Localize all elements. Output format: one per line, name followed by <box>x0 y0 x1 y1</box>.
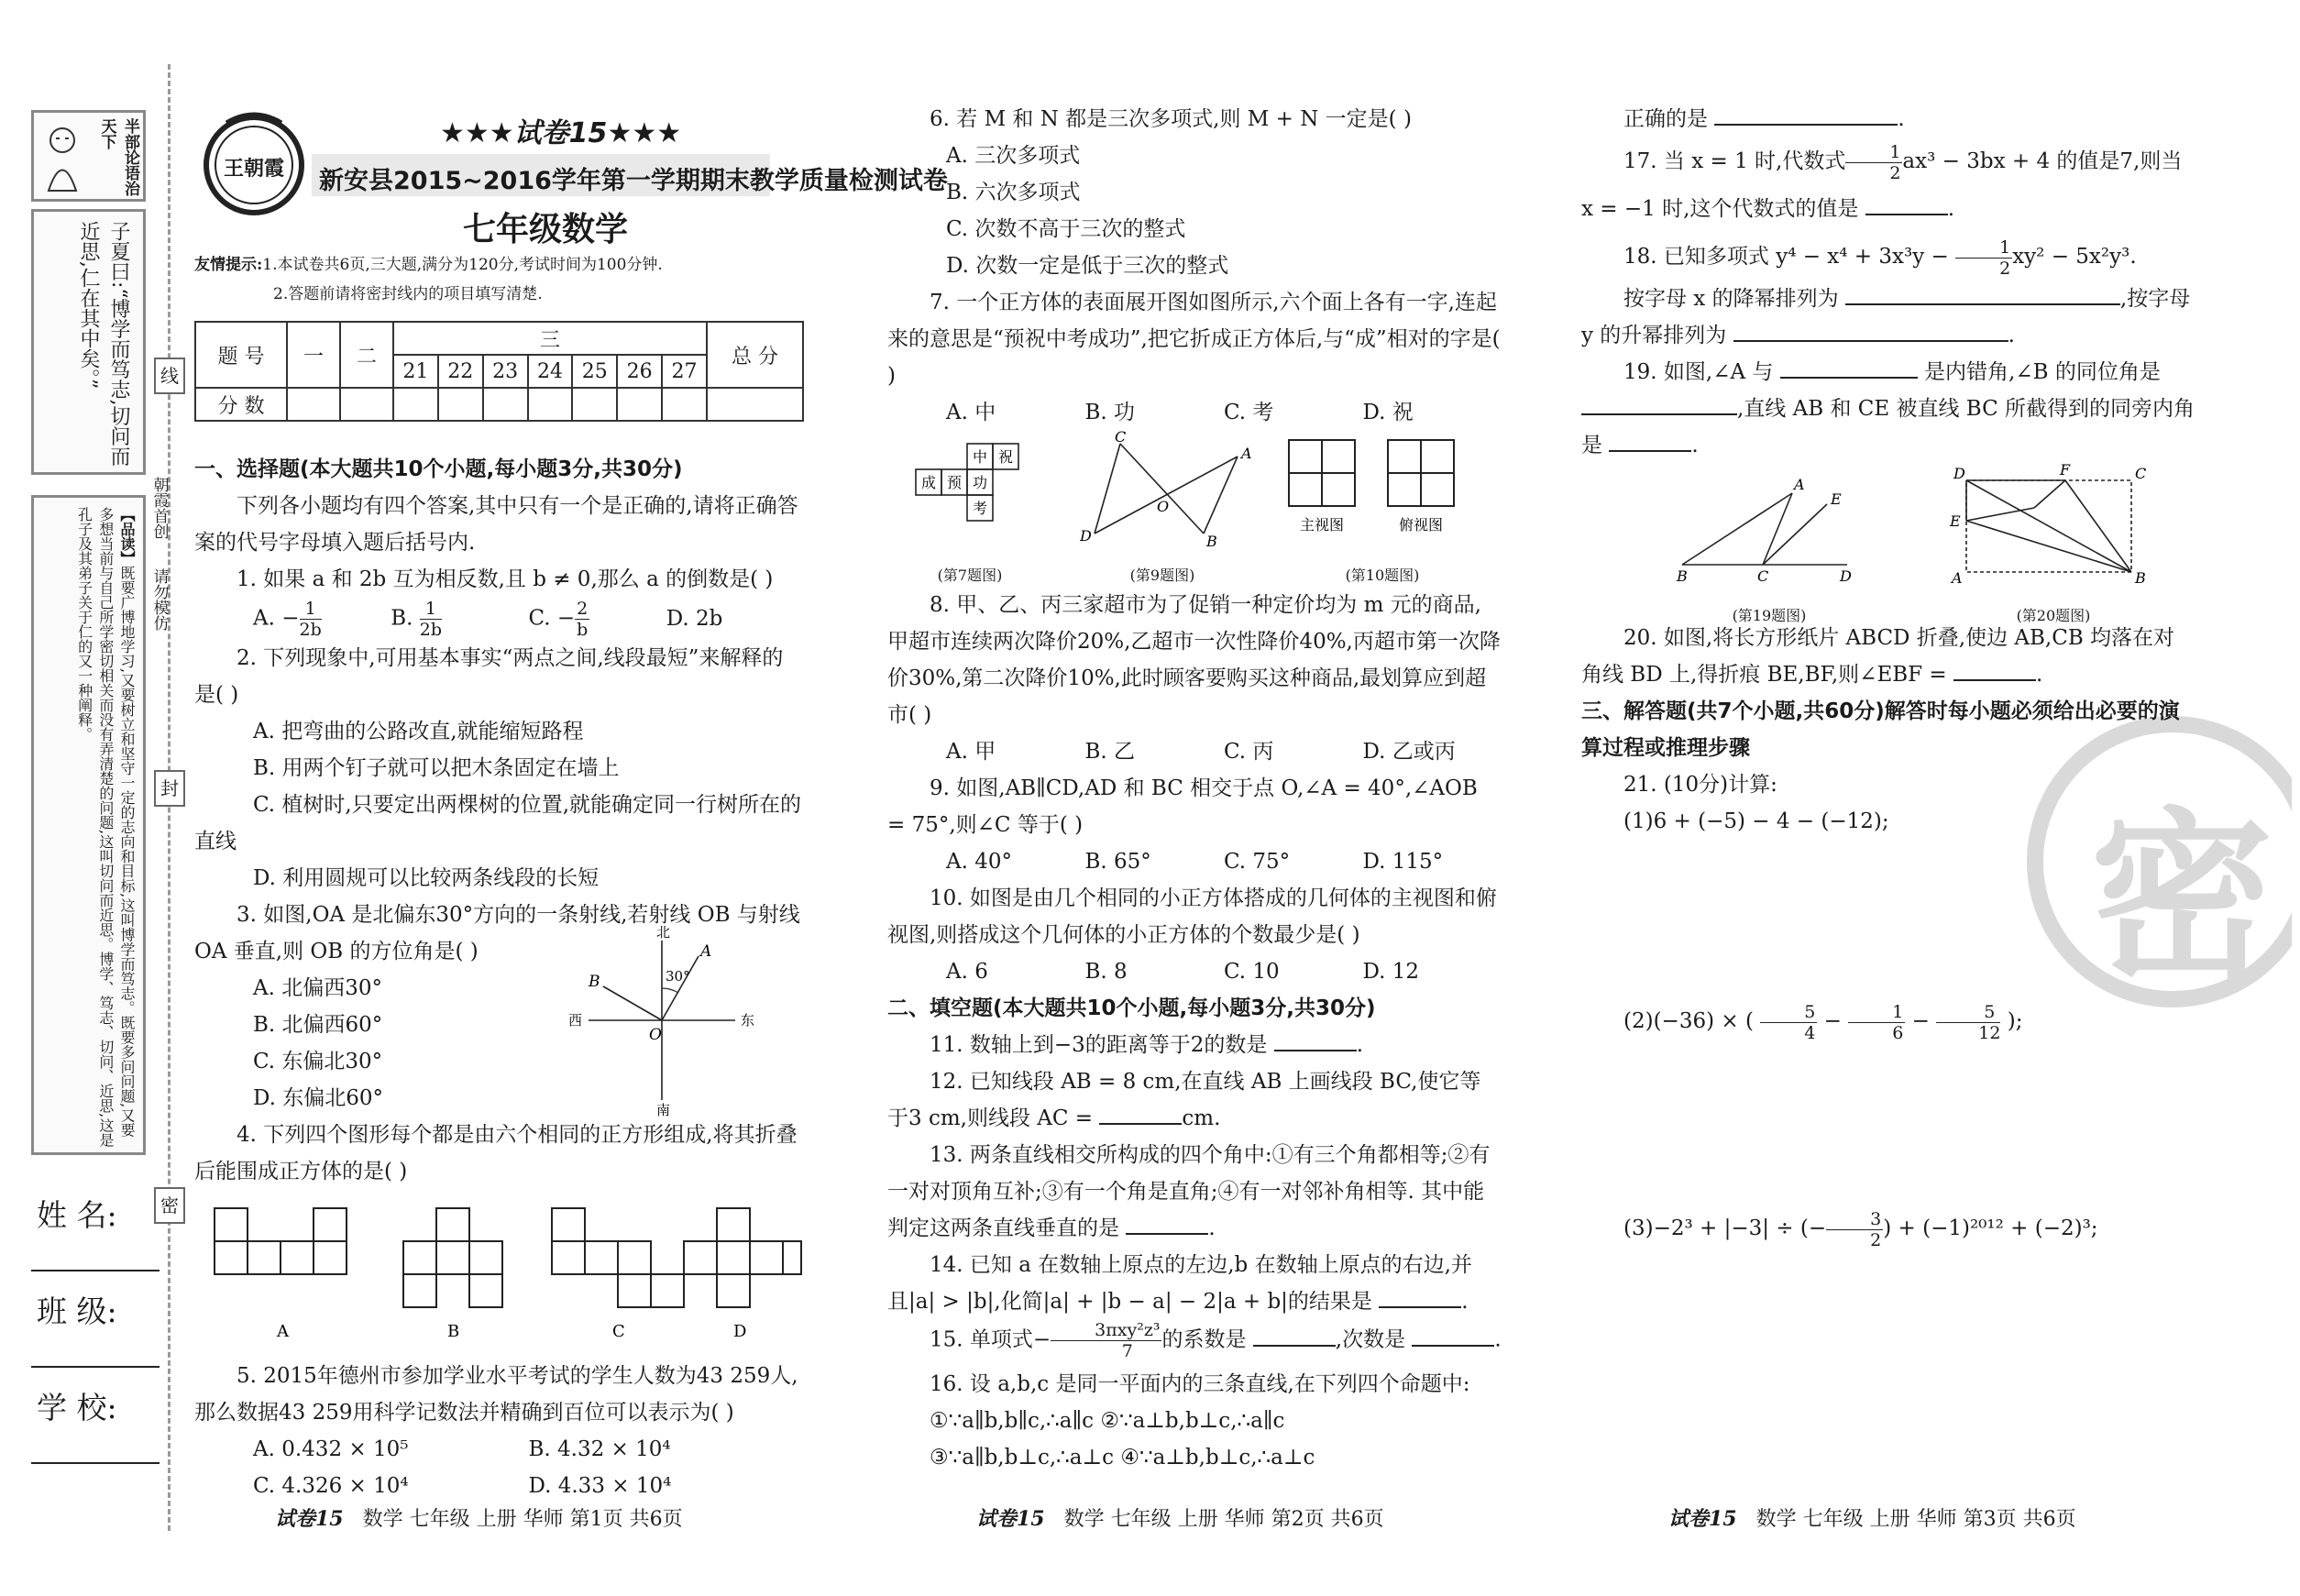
fig10-views <box>1282 436 1483 537</box>
q5-stem: 5. 2015年德州市参加学业水平考试的学生人数为43 259人,那么数据43 259用科学记数法并精确到百位可以表示为( ) <box>194 1364 798 1425</box>
watermark-char: 密 <box>2090 790 2274 1006</box>
q19-blank-2[interactable] <box>1581 391 1737 415</box>
footer-3-name: 试卷15 <box>1668 1507 1737 1531</box>
logo-text: 王朝霞 <box>223 157 284 181</box>
q20-answer-blank[interactable] <box>1953 657 2036 681</box>
fig20-figure <box>1948 464 2150 592</box>
q19-blank-3[interactable] <box>1609 428 1691 452</box>
seal-secret-mark: 密 <box>154 1187 185 1224</box>
fig7-yu: 预 <box>947 474 963 491</box>
q10-stem: 10. 如图是由几个相同的小正方体搭成的几何体的主视图和俯视图,则搭成这个几何体的小正方体的个数最少是( ) <box>887 886 1497 947</box>
fig9-a: A <box>1241 445 1252 462</box>
q15-prefix: 15. 单项式− <box>930 1327 1051 1352</box>
fig10-top-label: 俯视图 <box>1399 516 1444 534</box>
tip-line-1 <box>194 251 663 274</box>
fig19-caption: (第19题图) <box>1732 607 1807 624</box>
q1-a-den: 2b <box>299 619 322 640</box>
q2-stem: 2. 下列现象中,可用基本事实“两点之间,线段最短”来解释的是( ) <box>194 646 784 707</box>
q3-option-d: D. 东偏北60° <box>253 1086 384 1110</box>
score-cell[interactable] <box>287 388 340 421</box>
fig7-zhu: 祝 <box>998 448 1014 466</box>
school-label: 学 校: <box>37 1390 117 1425</box>
footer-page-3 <box>1668 1503 2076 1532</box>
q16-stem: 16. 设 a,b,c 是同一平面内的三条直线,在下列四个命题中: <box>930 1372 1470 1396</box>
q1-option-a <box>253 599 391 640</box>
q11: 11. 数轴上到−3的距离等于2的数是 . <box>887 1027 1502 1063</box>
q4-label-c: C <box>612 1322 625 1341</box>
score-qnum-label: 题 号 <box>195 322 287 388</box>
q8-option-c: C. 丙 <box>1224 740 1274 764</box>
q4-nets-figure <box>194 1190 804 1346</box>
q5-option-c: C. 4.326 × 10⁴ <box>253 1474 409 1498</box>
commentary-box <box>31 495 146 1155</box>
fig20-caption: (第20题图) <box>2016 607 2091 624</box>
q21-2-prefix: (2)(−36) × ( <box>1623 1009 1754 1033</box>
motto-text: 半部论语治天下 <box>97 118 139 196</box>
q3-option-c: C. 东偏北30° <box>253 1050 383 1073</box>
q18-orderings: 按字母 x 的降幂排列为 ,按字母 y 的升幂排列为 . <box>1581 281 2195 354</box>
column-1 <box>194 451 804 1504</box>
seal-seal-mark: 封 <box>154 770 185 807</box>
score-sub-21: 21 <box>393 355 438 388</box>
q13-answer-blank[interactable] <box>1126 1211 1208 1235</box>
fig7-net <box>910 442 1029 534</box>
q1-a-num: 1 <box>300 599 322 620</box>
q15-num: 3πxy²z³ <box>1051 1320 1161 1341</box>
q9-option-c: C. 75° <box>1224 850 1291 874</box>
q1-b-label: B. <box>391 606 413 630</box>
q2-option-b: B. 用两个钉子就可以把木条固定在墙上 <box>253 756 620 780</box>
figures-19-20 <box>1581 464 2195 624</box>
section-3-heading: 三、解答题(共7个小题,共60分)解答时每小题必须给出必要的演算过程或推理步骤 <box>1581 699 2180 760</box>
q18 <box>1581 233 2195 281</box>
q3-south: 南 <box>656 1102 671 1117</box>
q15-den: 7 <box>1121 1341 1133 1361</box>
q13: 13. 两条直线相交所构成的四个角中:①有三个角都相等;②有一对对顶角互补;③有一个角是直角;④有一对邻补角相等. 其中能判定这两条直线垂直的是 . <box>887 1143 1491 1240</box>
score-score-label: 分 数 <box>195 388 287 421</box>
q10-option-d: D. 12 <box>1362 960 1420 984</box>
section-2-heading: 二、填空题(本大题共10个小题,每小题3分,共30分) <box>887 996 1376 1020</box>
q3-east: 东 <box>741 1012 755 1029</box>
q8-stem: 8. 甲、乙、丙三家超市为了促销一种定价均为 m 元的商品,甲超市连续两次降价20%,乙超市一次性降价40%,丙超市第一次降价30%,第二次降价10%,此时顾客要购买这种商品,最划算应到超市( ) <box>887 593 1501 727</box>
q21-2-f2-den: 6 <box>1892 1022 1904 1043</box>
q7-option-c: C. 考 <box>1224 401 1274 424</box>
q1-stem: 1. 如果 a 和 2b 互为相反数,且 b ≠ 0,那么 a 的倒数是( ) <box>237 567 774 591</box>
commentary-text <box>73 507 138 1149</box>
fig9-caption: (第9题图) <box>1129 567 1195 584</box>
tip-line-2: 2.答题前请将密封线内的项目填写清楚. <box>273 285 543 303</box>
subject-title: 七年级数学 <box>463 211 629 248</box>
q18-x-desc-text: 按字母 x 的降幂排列为 <box>1623 287 1839 311</box>
q9-option-a: A. 40° <box>946 850 1012 874</box>
q21-3-prefix: (3)−2³ + |−3| ÷ (− <box>1623 1216 1827 1240</box>
q5-option-a: A. 0.432 × 10⁵ <box>253 1437 409 1461</box>
q15-mid: 的系数是 <box>1161 1327 1247 1352</box>
q15-coef-blank[interactable] <box>1253 1323 1336 1347</box>
q19: 19. 如图,∠A 与 是内错角,∠B 的同位角是 ,直线 AB 和 CE 被直线 BC 所截得到的同旁内角是 . <box>1581 354 2195 464</box>
q17: 17. 当 x = 1 时,代数式 $\frac{1}{2}$ ax³ − 3bx + 4 的值是7,则当 x = −1 时,这个代数式的值是 . <box>1581 141 2183 221</box>
score-cell[interactable] <box>707 388 803 421</box>
fig19-d: D <box>1840 567 1852 583</box>
q8-option-d: D. 乙或丙 <box>1362 740 1456 764</box>
q10-option-b: B. 8 <box>1084 960 1128 984</box>
score-sub-27: 27 <box>662 355 707 388</box>
q18-y-asc-text: ,按字母 y 的升幂排列为 <box>1581 287 2191 347</box>
fig9-d: D <box>1080 527 1092 545</box>
q1-c-label: C. − <box>528 606 576 630</box>
footer-1-name: 试卷15 <box>275 1507 344 1531</box>
side-note-1: 朝霞首创 <box>149 477 169 539</box>
q21-2-f3-num: 5 <box>1936 1002 2000 1023</box>
q4-label-d: D <box>733 1322 747 1341</box>
q7-option-b: B. 功 <box>1084 401 1136 424</box>
q8-option-a: A. 甲 <box>946 740 996 764</box>
q16-answer-blank[interactable] <box>1714 102 1898 126</box>
q9-option-d: D. 115° <box>1362 850 1444 874</box>
q13-text: 13. 两条直线相交所构成的四个角中:①有三个角都相等;②有一对对顶角互补;③有一个角是直角;④有一对邻补角相等. 其中能判定这两条直线垂直的是 <box>887 1143 1491 1240</box>
class-label: 班 级: <box>37 1293 117 1329</box>
score-sub-22: 22 <box>438 355 483 388</box>
q15: 15. 单项式− $\frac{\text{3πxy²z³}}{7}$ 的系数是 ,次数是 . <box>930 1320 1502 1361</box>
q19-mid2: ,直线 AB 和 CE 被直线 BC 所截得到的同旁内角是 <box>1581 397 2195 457</box>
score-sub-25: 25 <box>572 355 617 388</box>
q21-2-f1-num: 5 <box>1760 1002 1817 1023</box>
q10-option-a: A. 6 <box>946 960 988 984</box>
q3-point-o: O <box>649 1026 662 1044</box>
q6-option-d: D. 次数一定是低于三次的整式 <box>946 254 1229 278</box>
tip-label: 友情提示: <box>194 256 263 274</box>
q21-part-2 <box>1581 996 2195 1047</box>
q3-angle: 30° <box>666 968 690 985</box>
q20-text: 20. 如图,将长方形纸片 ABCD 折叠,使边 AB,CB 均落在对角线 BD 上,得折痕 BE,BF,则∠EBF = <box>1581 626 2175 687</box>
name-label: 姓 名: <box>37 1197 117 1233</box>
q2-option-d: D. 利用圆规可以比较两条线段的长短 <box>253 866 600 890</box>
q3-option-a: A. 北偏西30° <box>253 976 382 1000</box>
quote-text: 子夏曰:“博学而笃志,切问而近思,仁在其中矣。” <box>77 221 130 467</box>
q21-2-work-area[interactable] <box>1581 1047 2195 1203</box>
q3-west: 西 <box>568 1012 583 1029</box>
q19-mid: 是内错角,∠B 的同位角是 <box>1924 360 2161 384</box>
q20: 20. 如图,将长方形纸片 ABCD 折叠,使边 AB,CB 均落在对角线 BD 上,得折痕 BE,BF,则∠EBF = . <box>1581 626 2175 687</box>
fig19-e: E <box>1831 490 1842 508</box>
fig19-a: A <box>1794 476 1805 493</box>
q1-option-d: D. 2b <box>666 607 723 631</box>
q12-answer-blank[interactable] <box>1099 1101 1182 1125</box>
q7-options <box>887 394 1502 431</box>
fig20-a: A <box>1952 569 1963 587</box>
fig9-o: O <box>1157 498 1170 515</box>
q16-answer: 正确的是 . <box>1581 101 2195 138</box>
q21-stem: 21. (10分)计算: <box>1623 773 1777 797</box>
q18-num: 1 <box>1955 237 2012 259</box>
fig20-d: D <box>1953 465 1965 482</box>
q5-option-b: B. 4.32 × 10⁴ <box>528 1437 671 1461</box>
q19-prefix: 19. 如图,∠A 与 <box>1623 360 1774 384</box>
score-col-one: 一 <box>287 322 340 388</box>
commentary-label: 【品读】 <box>118 507 136 566</box>
score-cell[interactable] <box>617 388 662 421</box>
score-cell[interactable] <box>662 388 707 421</box>
q12-unit: cm. <box>1182 1106 1221 1130</box>
footer-page-2 <box>976 1503 1384 1532</box>
q18-end: xy² − 5x²y³. <box>2012 245 2137 269</box>
q1-b-den: 2b <box>419 619 443 640</box>
q10-options <box>887 953 1502 990</box>
q3-north: 北 <box>656 924 671 941</box>
q18-den: 2 <box>1999 258 2011 279</box>
score-cell[interactable] <box>393 388 438 421</box>
q17-prefix: 17. 当 x = 1 时,代数式 <box>1623 149 1846 173</box>
q5-options-row1 <box>194 1431 804 1468</box>
q6-stem: 6. 若 M 和 N 都是三次多项式,则 M + N 一定是( ) <box>930 107 1412 131</box>
q14-answer-blank[interactable] <box>1379 1284 1461 1308</box>
footer-1-text: 数学 七年级 上册 华师 第1页 共6页 <box>362 1508 683 1531</box>
q14: 14. 已知 a 在数轴上原点的左边,b 在数轴上原点的右边,并且|a| > |b|,化简|a| + |b − a| − 2|a + b|的结果是 . <box>887 1253 1472 1314</box>
q16-end-text: 正确的是 <box>1623 107 1708 131</box>
q3-option-b: B. 北偏西60° <box>253 1013 383 1037</box>
q21-2-f2-num: 1 <box>1848 1002 1905 1023</box>
q17-answer-blank[interactable] <box>1865 192 1948 215</box>
fig7-zhong: 中 <box>973 448 988 466</box>
score-col-three: 三 <box>393 322 707 355</box>
q16-line-2: ③∵a∥b,b⊥c,∴a⊥c ④∵a⊥b,b⊥c,∴a⊥c <box>930 1446 1315 1469</box>
q11-answer-blank[interactable] <box>1274 1028 1357 1051</box>
q12 <box>887 1063 1502 1137</box>
q12-text: 12. 已知线段 AB = 8 cm,在直线 AB 上画线段 BC,使它等于3 cm,则线段 AC = <box>887 1070 1481 1130</box>
q5-options-row2 <box>194 1468 804 1504</box>
score-sub-24: 24 <box>528 355 573 388</box>
fig10-front-label: 主视图 <box>1300 516 1345 534</box>
column-2 <box>887 101 1502 1476</box>
q21-2-minus-2: − <box>1911 1009 1930 1033</box>
q21-3-den: 2 <box>1870 1229 1882 1250</box>
q4-stem: 4. 下列四个图形每个都是由六个相同的正方形组成,将其折叠后能围成正方体的是( ) <box>194 1123 798 1183</box>
section-1-intro: 下列各小题均有四个答案,其中只有一个是正确的,请将正确答案的代号字母填入题后括号内. <box>194 494 798 555</box>
q15-end: ,次数是 <box>1335 1327 1406 1352</box>
q3-point-b: B <box>589 973 600 991</box>
figures-7-9-10 <box>887 431 1502 587</box>
fig7-gong: 功 <box>973 474 988 491</box>
score-col-total: 总 分 <box>707 322 803 388</box>
q21-3-num: 3 <box>1826 1209 1883 1230</box>
score-cell[interactable] <box>572 388 617 421</box>
fig7-cheng: 成 <box>921 474 937 491</box>
fig7-caption: (第7题图) <box>937 567 1003 584</box>
fig9-crossing-lines <box>1080 431 1254 550</box>
side-note-2: 请勿模仿 <box>149 568 169 631</box>
motto-box <box>31 110 146 202</box>
q8-option-b: B. 乙 <box>1084 740 1136 764</box>
fig19-figure <box>1673 473 1856 583</box>
q7-option-a: A. 中 <box>946 401 996 424</box>
footer-2-text: 数学 七年级 上册 华师 第2页 共6页 <box>1063 1508 1384 1531</box>
q6-option-c: C. 次数不高于三次的整式 <box>946 217 1186 241</box>
score-col-two: 二 <box>340 322 393 388</box>
score-cell[interactable] <box>483 388 528 421</box>
fig20-b: B <box>2135 569 2146 587</box>
fig20-e: E <box>1950 512 1961 530</box>
fig9-b: B <box>1206 533 1217 550</box>
q6-option-a: A. 三次多项式 <box>946 144 1081 168</box>
binding-strip <box>31 110 146 1164</box>
score-sub-23: 23 <box>483 355 528 388</box>
q1-c-num: 2 <box>577 598 589 619</box>
logo-badge <box>194 103 314 222</box>
footer-3-text: 数学 七年级 上册 华师 第3页 共6页 <box>1755 1508 2076 1531</box>
commentary-body: 既要广博地学习,又要树立和坚守一定的志向和目标,这叫博学而笃志。既要多问问题,又要多想当前与自己所学密切相关而没有弄清楚的问题,这叫切问而近思。博学、笃志、切问、近思,这是孔子及其弟子关于仁的又一种阐释。 <box>75 507 136 1148</box>
q11-text: 11. 数轴上到−3的距离等于2的数是 <box>930 1033 1268 1057</box>
exam-title: 新安县2015~2016学年第一学期期末教学质量检测试卷 <box>319 167 948 195</box>
q21-2-f3-den: 12 <box>1978 1022 2001 1043</box>
fig7-kao: 考 <box>973 500 988 517</box>
q15-degree-blank[interactable] <box>1412 1323 1494 1347</box>
section-1-heading: 一、选择题(本大题共10个小题,每小题3分,共30分) <box>194 457 683 481</box>
fig9-c: C <box>1115 431 1127 446</box>
fig20-f: F <box>2060 464 2071 479</box>
q3-compass-figure <box>561 924 763 1117</box>
tip-1: 1.本试卷共6页,三大题,满分为120分,考试时间为100分钟. <box>262 256 663 274</box>
q1-option-c <box>529 599 666 640</box>
q18-prefix: 18. 已知多项式 y⁴ − x⁴ + 3x³y − <box>1623 245 1949 269</box>
q17-den: 2 <box>1889 162 1901 183</box>
sage-figure <box>39 122 85 195</box>
q4-label-a: A <box>277 1322 289 1341</box>
footer-2-name: 试卷15 <box>976 1507 1045 1531</box>
q18-y-asc-blank[interactable] <box>1733 318 2008 342</box>
q21-part-1: (1)6 + (−5) − 4 − (−12); <box>1623 809 1889 833</box>
school-field[interactable] <box>31 1462 160 1464</box>
q9-option-b: B. 65° <box>1084 850 1151 874</box>
q18-x-desc-blank[interactable] <box>1845 281 2120 305</box>
q5-option-d: D. 4.33 × 10⁴ <box>528 1474 672 1498</box>
q10-option-c: C. 10 <box>1224 960 1280 984</box>
q7-option-d: D. 祝 <box>1362 401 1414 424</box>
q2-option-c: C. 植树时,只要定出两棵树的位置,就能确定同一行树所在的直线 <box>194 793 802 853</box>
fig19-c: C <box>1757 567 1769 583</box>
q1-option-b <box>391 599 528 640</box>
q21-2-minus-1: − <box>1823 1009 1842 1033</box>
q2-option-a: A. 把弯曲的公路改直,就能缩短路程 <box>253 720 584 743</box>
fig19-b: B <box>1677 567 1688 583</box>
score-cell[interactable] <box>438 388 483 421</box>
score-table <box>194 321 804 422</box>
paper-number: ★★★试卷15★★★ <box>440 117 682 149</box>
q21-1-work-area[interactable] <box>1581 840 2195 996</box>
q14-text: 14. 已知 a 在数轴上原点的左边,b 在数轴上原点的右边,并且|a| > |b|,化简|a| + |b − a| − 2|a + b|的结果是 <box>887 1253 1472 1314</box>
q3-point-a: A <box>700 942 712 961</box>
q4-label-b: B <box>447 1322 460 1341</box>
q21-2-end: ); <box>2007 1009 2023 1033</box>
q1-c-den: b <box>577 619 589 640</box>
q7-stem: 7. 一个正方体的表面展开图如图所示,六个面上各有一字,连起来的意思是“预祝中考成功”,把它折成正方体后,与“成”相对的字是( ) <box>887 291 1501 388</box>
q1-a-label: A. − <box>253 606 300 630</box>
score-cell[interactable] <box>340 388 393 421</box>
q8-options <box>887 733 1502 770</box>
q16-line-1: ①∵a∥b,b∥c,∴a∥c ②∵a⊥b,b⊥c,∴a∥c <box>930 1409 1285 1433</box>
q6-option-b: B. 六次多项式 <box>946 181 1081 204</box>
q19-blank-1[interactable] <box>1780 355 1918 379</box>
q21-2-f1-den: 4 <box>1804 1022 1816 1043</box>
q9-options <box>887 843 1502 880</box>
q1-options <box>194 598 804 640</box>
q3-stem: 3. 如图,OA 是北偏东30°方向的一条射线,若射线 OB 与射线 OA 垂直,则 OB 的方位角是( ) <box>194 903 800 963</box>
name-field[interactable] <box>31 1270 160 1271</box>
q17-num: 1 <box>1845 142 1902 163</box>
quote-box <box>31 209 146 475</box>
fig10-caption: (第10题图) <box>1345 567 1420 584</box>
q21-part-3 <box>1581 1203 2195 1254</box>
q9-stem: 9. 如图,AB∥CD,AD 和 BC 相交于点 O,∠A = 40°,∠AOB = 75°,则∠C 等于( ) <box>887 776 1478 837</box>
q17-mid: ax³ − 3bx + 4 的值是7,则当 x = −1 时,这个代数式的值是 <box>1581 149 2183 221</box>
paper-number-text: 试卷15 <box>513 117 608 149</box>
score-cell[interactable] <box>528 388 573 421</box>
score-sub-26: 26 <box>617 355 662 388</box>
fig20-c: C <box>2135 465 2147 482</box>
q21-3-end: ) + (−1)²⁰¹² + (−2)³; <box>1883 1216 2098 1240</box>
class-field[interactable] <box>31 1366 160 1368</box>
seal-line-mark: 线 <box>154 358 185 394</box>
q1-b-num: 1 <box>420 599 442 620</box>
column-3 <box>1581 101 2195 1254</box>
footer-page-1 <box>275 1503 683 1532</box>
